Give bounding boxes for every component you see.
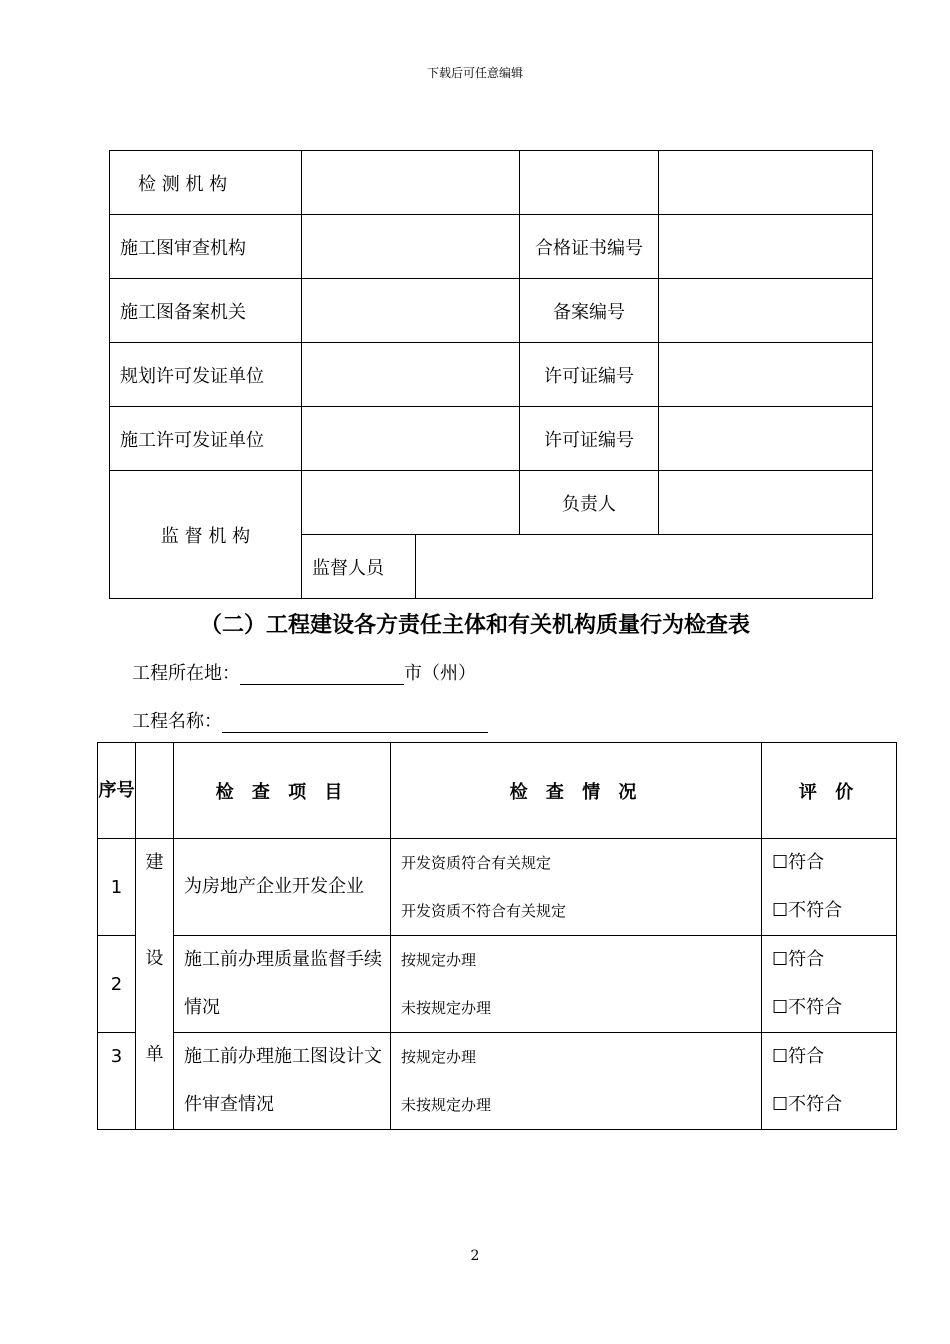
situation-option: 未按规定办理: [391, 1081, 762, 1130]
supervisors-label: 监督人员: [302, 535, 416, 599]
eval-checkbox-fail[interactable]: ☐不符合: [762, 984, 897, 1033]
situation-option: 按规定办理: [391, 936, 762, 985]
planning-permit-issuer-label: 规划许可发证单位: [110, 343, 302, 407]
filing-number-value[interactable]: [659, 279, 873, 343]
eval-checkbox-fail[interactable]: ☐不符合: [762, 887, 897, 936]
certificate-number-value[interactable]: [659, 215, 873, 279]
evaluation-header: 评 价: [762, 743, 897, 839]
project-location-label: 工程所在地：: [132, 663, 240, 684]
check-situation-header: 检 查 情 况: [391, 743, 762, 839]
group-label-char: 建: [145, 852, 164, 873]
situation-option: 未按规定办理: [391, 984, 762, 1033]
group-label-char: 单: [145, 1044, 164, 1065]
institution-info-table: [109, 150, 873, 599]
eval-checkbox-pass[interactable]: ☐符合: [762, 839, 897, 888]
table-row: [110, 407, 873, 471]
page-number: 2: [470, 1248, 480, 1264]
row-seq: 1: [98, 839, 136, 936]
eval-checkbox-pass[interactable]: ☐符合: [762, 1033, 897, 1082]
header-note: 下载后可任意编辑: [426, 66, 523, 80]
permit-number-label: 许可证编号: [520, 343, 659, 407]
empty-cell[interactable]: [520, 151, 659, 215]
permit-number-value[interactable]: [659, 407, 873, 471]
check-item: 施工前办理施工图设计文件审查情况: [174, 1033, 391, 1130]
supervision-org-value[interactable]: [302, 471, 520, 535]
certificate-number-label: 合格证书编号: [520, 215, 659, 279]
responsible-person-label: 负责人: [520, 471, 659, 535]
supervisors-value[interactable]: [416, 535, 873, 599]
check-item: 为房地产企业开发企业: [174, 839, 391, 936]
eval-checkbox-pass[interactable]: ☐符合: [762, 936, 897, 985]
group-label-char: 设: [145, 948, 164, 969]
construction-permit-issuer-label: 施工许可发证单位: [110, 407, 302, 471]
row-seq: 2: [98, 936, 136, 1033]
supervision-org-label: 监 督 机 构: [110, 471, 302, 599]
drawing-filing-authority-value[interactable]: [302, 279, 520, 343]
table-row: [110, 279, 873, 343]
construction-permit-issuer-value[interactable]: [302, 407, 520, 471]
table-row: [98, 936, 897, 985]
table-row: [110, 343, 873, 407]
project-name-line: [132, 707, 488, 733]
filing-number-label: 备案编号: [520, 279, 659, 343]
check-item-header: 检 查 项 目: [174, 743, 391, 839]
responsible-person-value[interactable]: [659, 471, 873, 535]
planning-permit-issuer-value[interactable]: [302, 343, 520, 407]
permit-number-value[interactable]: [659, 343, 873, 407]
empty-cell[interactable]: [659, 151, 873, 215]
project-location-field[interactable]: [240, 666, 404, 685]
project-name-field[interactable]: [222, 714, 488, 733]
empty-header-cell: [136, 743, 174, 839]
section-title: （二）工程建设各方责任主体和有关机构质量行为检查表: [199, 612, 750, 638]
table-row: [98, 839, 897, 888]
drawing-filing-authority-label: 施工图备案机关: [110, 279, 302, 343]
situation-option: 开发资质符合有关规定: [391, 839, 762, 888]
table-row: [110, 151, 873, 215]
testing-org-label: 检 测 机 构: [110, 151, 302, 215]
situation-option: 开发资质不符合有关规定: [391, 887, 762, 936]
table-header-row: [98, 743, 897, 839]
table-row: [98, 1033, 897, 1082]
eval-checkbox-fail[interactable]: ☐不符合: [762, 1081, 897, 1130]
drawing-review-org-label: 施工图审查机构: [110, 215, 302, 279]
project-name-label: 工程名称：: [132, 711, 222, 732]
testing-org-value[interactable]: [302, 151, 520, 215]
quality-inspection-table: [97, 742, 897, 1130]
project-location-line: [132, 659, 476, 685]
row-seq: 3: [98, 1033, 136, 1130]
group-label-cell: [136, 839, 174, 1130]
table-row: [110, 471, 873, 535]
situation-option: 按规定办理: [391, 1033, 762, 1082]
check-item: 施工前办理质量监督手续情况: [174, 936, 391, 1033]
permit-number-label: 许可证编号: [520, 407, 659, 471]
drawing-review-org-value[interactable]: [302, 215, 520, 279]
seq-header: 序号: [98, 743, 136, 839]
project-location-suffix: 市（州）: [404, 663, 476, 684]
table-row: [110, 215, 873, 279]
